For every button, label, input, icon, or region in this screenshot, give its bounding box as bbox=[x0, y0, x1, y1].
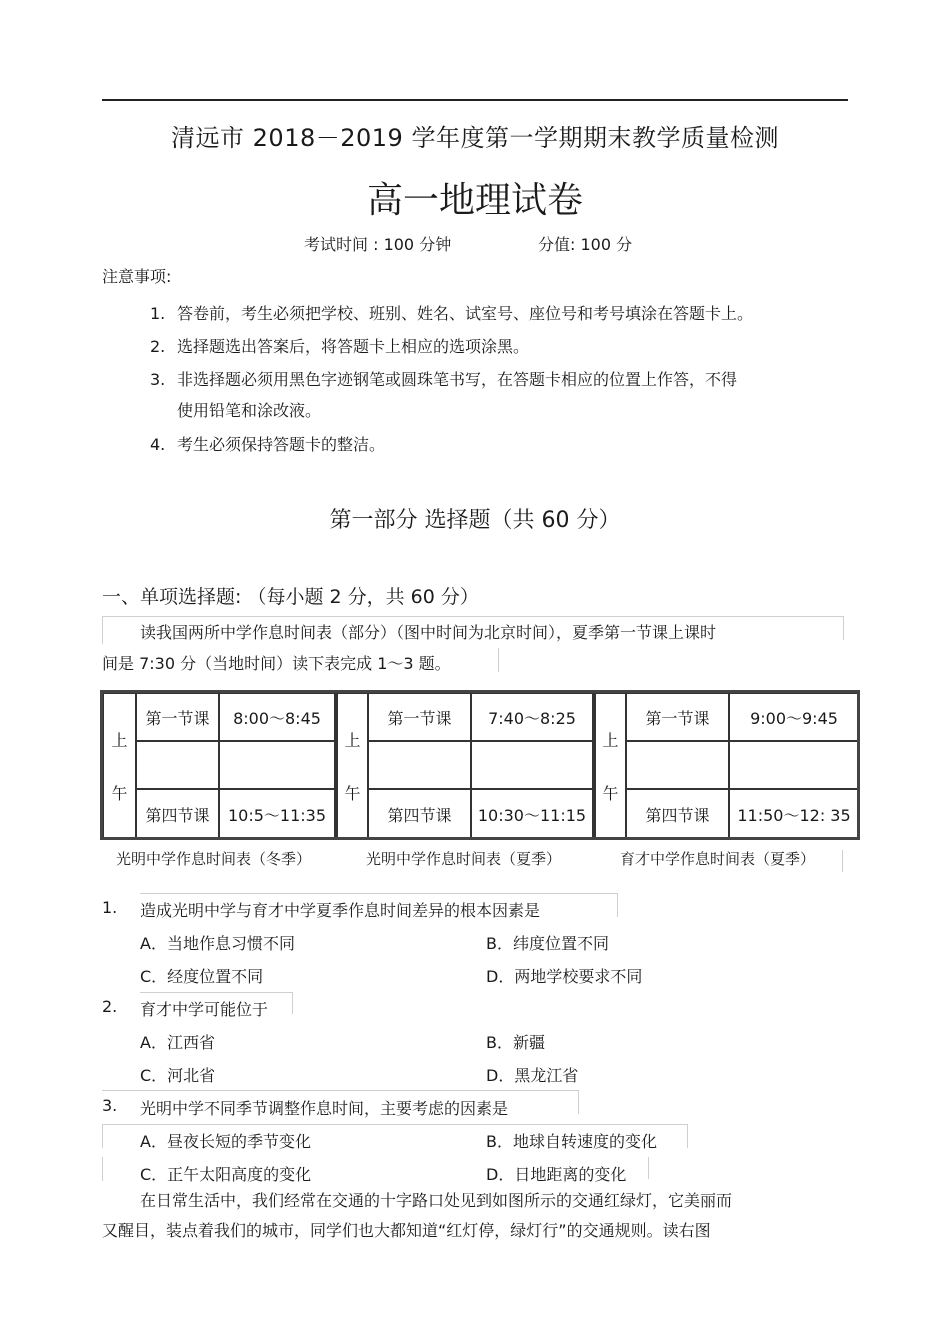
table-caption: 育才中学作息时间表（夏季） bbox=[620, 850, 816, 868]
scan-line bbox=[102, 1157, 103, 1181]
empty-cell bbox=[368, 741, 471, 789]
note-item: 2. 选择题选出答案后，将答题卡上相应的选项涂黑。 bbox=[150, 337, 530, 356]
empty-cell bbox=[729, 741, 859, 789]
scan-line bbox=[102, 1090, 579, 1091]
period-cell: 第一节课 bbox=[626, 693, 729, 741]
time-cell: 7:40～8:25 bbox=[471, 693, 594, 741]
intro-line: 间是 7:30 分（当地时间）读下表完成 1～3 题。 bbox=[102, 654, 451, 673]
scan-line bbox=[498, 648, 499, 672]
period-cell: 第四节课 bbox=[626, 789, 729, 839]
period-cell: 第四节课 bbox=[136, 789, 219, 839]
option-d: D．日地距离的变化 bbox=[486, 1165, 627, 1184]
scan-line bbox=[140, 893, 618, 894]
intro-line: 读我国两所中学作息时间表（部分）（图中时间为北京时间），夏季第一节课上课时 bbox=[140, 623, 717, 642]
time-cell: 10:5～11:35 bbox=[219, 789, 336, 839]
side-label: 上 午 bbox=[103, 693, 136, 839]
time-cell: 9:00～9:45 bbox=[729, 693, 859, 741]
question-stem: 造成光明中学与育才中学夏季作息时间差异的根本因素是 bbox=[140, 901, 541, 920]
note-item: 1. 答卷前，考生必须把学校、班别、姓名、试室号、座位号和考号填涂在答题卡上。 bbox=[150, 304, 754, 323]
period-cell: 第一节课 bbox=[136, 693, 219, 741]
note-item-continuation: 使用铅笔和涂改液。 bbox=[177, 401, 322, 420]
question-stem: 育才中学可能位于 bbox=[140, 1000, 269, 1019]
option-b: B．纬度位置不同 bbox=[486, 934, 609, 953]
note-item: 3. 非选择题必须用黑色字迹钢笔或圆珠笔书写，在答题卡相应的位置上作答，不得 bbox=[150, 370, 738, 389]
note-item: 4. 考生必须保持答题卡的整洁。 bbox=[150, 435, 386, 454]
option-a: A．江西省 bbox=[140, 1033, 215, 1052]
time-cell: 8:00～8:45 bbox=[219, 693, 336, 741]
option-a: A．昼夜长短的季节变化 bbox=[140, 1132, 311, 1151]
time-cell: 10:30～11:15 bbox=[471, 789, 594, 839]
exam-title: 高一地理试卷 bbox=[366, 180, 583, 221]
option-b: B．地球自转速度的变化 bbox=[486, 1132, 657, 1151]
scan-line bbox=[687, 1124, 688, 1148]
empty-cell bbox=[136, 741, 219, 789]
schedule-table bbox=[102, 692, 860, 840]
side-label: 上 午 bbox=[594, 693, 626, 839]
empty-cell bbox=[471, 741, 594, 789]
option-a: A．当地作息习惯不同 bbox=[140, 934, 295, 953]
exam-score: 分值: 100 分 bbox=[538, 235, 633, 254]
period-cell: 第四节课 bbox=[368, 789, 471, 839]
option-c: C．正午太阳高度的变化 bbox=[140, 1165, 312, 1184]
header-rule bbox=[102, 99, 848, 101]
question-stem: 光明中学不同季节调整作息时间，主要考虑的因素是 bbox=[140, 1099, 509, 1118]
period-cell: 第一节课 bbox=[368, 693, 471, 741]
time-cell: 11:50～12: 35 bbox=[729, 789, 859, 839]
scan-line bbox=[842, 850, 843, 872]
option-c: C．经度位置不同 bbox=[140, 967, 264, 986]
passage-line: 在日常生活中，我们经常在交通的十字路口处见到如图所示的交通红绿灯，它美丽而 bbox=[140, 1191, 733, 1210]
option-b: B．新疆 bbox=[486, 1033, 545, 1052]
option-d: D．两地学校要求不同 bbox=[486, 967, 643, 986]
scan-line bbox=[140, 992, 293, 993]
option-d: D．黑龙江省 bbox=[486, 1066, 579, 1085]
passage-line: 又醒目，装点着我们的城市，同学们也大都知道“红灯停，绿灯行”的交通规则。读右图 bbox=[102, 1221, 711, 1240]
section-title: 一、单项选择题: （每小题 2 分，共 60 分） bbox=[102, 586, 479, 608]
scan-line bbox=[102, 1124, 688, 1125]
empty-cell bbox=[219, 741, 336, 789]
question-number: 3. bbox=[102, 1096, 118, 1115]
part-one-title: 第一部分 选择题（共 60 分） bbox=[329, 508, 621, 533]
question-number: 1. bbox=[102, 898, 118, 917]
notes-heading: 注意事项: bbox=[102, 267, 172, 286]
exam-time: 考试时间 : 100 分钟 bbox=[304, 235, 452, 254]
scan-line bbox=[617, 893, 618, 917]
scan-line bbox=[102, 616, 103, 644]
question-number: 2. bbox=[102, 997, 118, 1016]
exam-header-title: 清远市 2018－2019 学年度第一学期期末教学质量检测 bbox=[171, 124, 779, 152]
scan-line bbox=[843, 616, 844, 640]
side-label: 上 午 bbox=[336, 693, 368, 839]
table-caption: 光明中学作息时间表（夏季） bbox=[366, 850, 562, 868]
scan-line bbox=[648, 1157, 649, 1179]
empty-cell bbox=[626, 741, 729, 789]
scan-line bbox=[102, 616, 844, 617]
scan-line bbox=[578, 1090, 579, 1114]
table-caption: 光明中学作息时间表（冬季） bbox=[116, 850, 312, 868]
scan-line bbox=[102, 1124, 103, 1148]
option-c: C．河北省 bbox=[140, 1066, 216, 1085]
scan-line bbox=[292, 992, 293, 1014]
